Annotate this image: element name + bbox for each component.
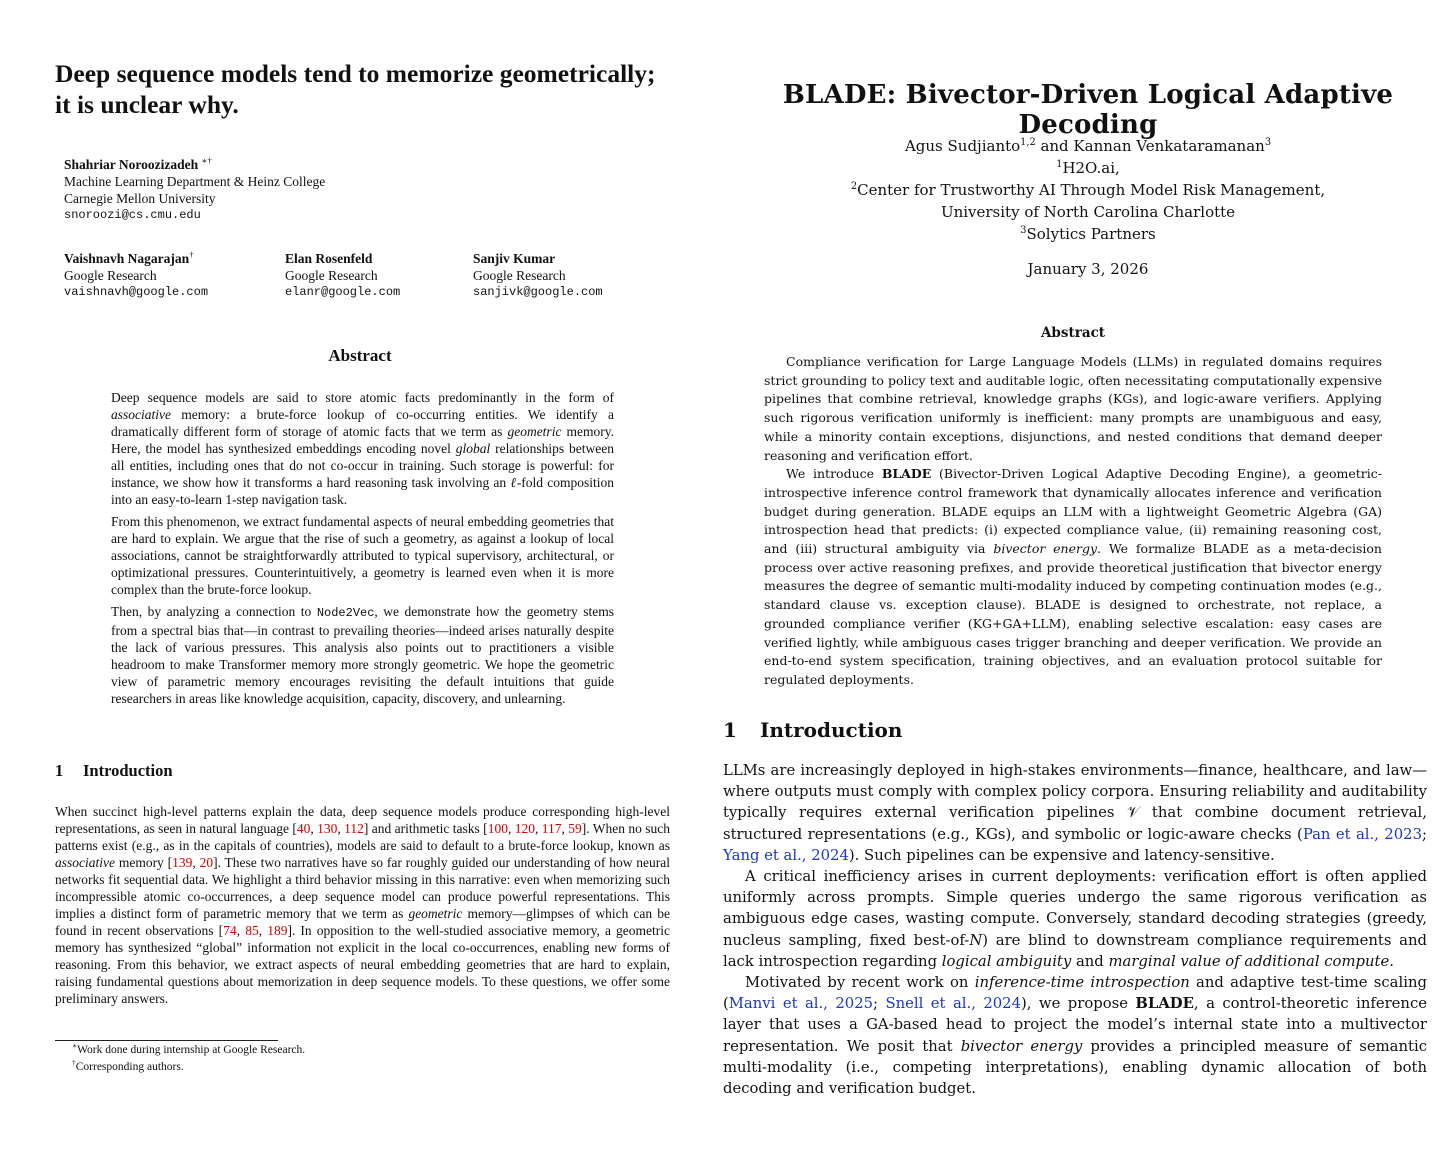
- citation-link[interactable]: 120: [514, 821, 535, 836]
- abstract-paragraph: Deep sequence models are said to store atomic facts predominantly in the form of associative memory: a brute-force lookup of co-occurring entities. We identify a dramatically different form of storage of atomic facts that we term as geometric memory. Here, the model has synthesized embeddings encoding novel global relationships between all entities, including ones that do not co-occur in training. Such storage is powerful: for instance, we show how it transforms a hard reasoning task involving an ℓ-fold composition into an easy-to-learn 1-step navigation task.: [111, 390, 614, 507]
- left-paper-title: [55, 58, 705, 120]
- citation-link[interactable]: 139: [172, 855, 193, 870]
- section-heading: 1 Introduction: [723, 718, 903, 742]
- citation-link[interactable]: 130: [317, 821, 338, 836]
- author-affiliation: Carnegie Mellon University: [64, 191, 216, 206]
- intro-paragraph: Motivated by recent work on inference-time introspection and adaptive test-time scaling (Manvi et al., 2025; Snell et al., 2024), we propose BLADE, a control-theoretic inference layer that uses a GA-based head to project the model’s internal state into a multivector representation. We posit that bivector energy provides a principled measure of semantic multi-modality (i.e., competing interpretations), enabling dynamic allocation of both decoding and verification budget.: [723, 974, 1428, 1098]
- author-name: Elan Rosenfeld: [285, 251, 373, 266]
- footnote: †Corresponding authors.: [72, 1058, 184, 1073]
- abstract-heading: Abstract: [1040, 325, 1106, 341]
- first-author-block: [64, 156, 325, 224]
- author-marks: †: [189, 249, 194, 260]
- paper-date: January 3, 2026: [1027, 260, 1149, 278]
- citation-link[interactable]: 59: [568, 821, 582, 836]
- citation-link[interactable]: Pan et al., 2023: [1302, 825, 1422, 843]
- author-affiliation: Google Research: [285, 268, 378, 283]
- abstract-paragraph: From this phenomenon, we extract fundamental aspects of neural embedding geometries that are hard to explain. We argue that the rise of such a geometry, as against a lookup of local associations, cannot be straightforwardly attributed to typical supervisory, architectural, or optimizational pressures. Counterintuitively, a geometry is learned even when it is more complex than the brute-force lookup.: [111, 514, 614, 597]
- left-paper-page: [0, 0, 720, 1165]
- intro-paragraph: A critical inefficiency arises in current deployments: verification effort is often applied uniformly across prompts. Simple queries undergo the same rigorous verification as ambiguous edge cases, wasting compute. Conversely, standard decoding strategies (greedy, nucleus sampling, fixed best-of-N) are blind to downstream compliance requirements and lack introspection regarding logical ambiguity and marginal value of additional compute.: [723, 868, 1428, 970]
- author-email: vaishnavh@google.com: [64, 285, 209, 299]
- coauthor-block: [64, 250, 208, 301]
- author-marks: ∗†: [201, 155, 212, 166]
- right-paper-page: [720, 0, 1456, 1165]
- intro-paragraph: When succinct high-level patterns explain the data, deep sequence models produce corresponding high-level representations, as seen in natural language [40, 130, 112] and arithmetic tasks [100, 120, 117, 59]. When no such patterns exist (e.g., as in the capitals of countries), models are said to default to a brute-force lookup, known as associative memory [139, 20]. These two narratives have so far roughly guided our understanding of how neural networks fit sequential data. We highlight a third behavior missing in this narrative: even when memorizing such incompressible atomic co-occurrences, a deep sequence model can produce powerful representations. This implies a distinct form of parametric memory that we term as geometric memory—glimpses of which can be found in recent observations [74, 85, 189]. In opposition to the well-studied associative memory, a geometric memory has synthesized “global” information not explicit in the local co-occurrences, enabling new forms of reasoning. From this behavior, we extract aspects of neural embedding geometries that are hard to explain, raising fundamental questions about memorization in deep sequence models. To these questions, we offer some preliminary answers.: [55, 804, 671, 1006]
- title-line: Deep sequence models tend to memorize geometrically;: [55, 59, 656, 88]
- coauthor-block: [473, 250, 603, 301]
- footnote: ∗Work done during internship at Google Research.: [72, 1041, 306, 1056]
- citation-link[interactable]: 100: [487, 821, 508, 836]
- author-affiliation: Google Research: [64, 268, 157, 283]
- affiliation-line: $^2$Center for Trustworthy AI Through Model Risk Management,: [850, 181, 1326, 199]
- author-email: snoroozi@cs.cmu.edu: [64, 208, 201, 222]
- citation-link[interactable]: 85: [245, 923, 259, 938]
- abstract-paragraph: Then, by analyzing a connection to Node2Vec, we demonstrate how the geometry stems from a spectral bias that—in contrast to prevailing theories—indeed arises naturally despite the lack of various pressures. This analysis also points out to practitioners a visible headroom to make Transformer memory more strongly geometric. We hope the geometric view of parametric memory encourages revisiting the default intuitions that guide researchers in areas like knowledge acquisition, capacity, discovery, and unlearning.: [111, 604, 614, 706]
- abstract-paragraph: Compliance verification for Large Language Models (LLMs) in regulated domains requires strict grounding to policy text and auditable logic, often necessitating computationally expensive pipelines that combine retrieval, knowledge graphs (KGs), and logic-aware verifiers. Applying such rigorous verification uniformly is inefficient: many prompts are unambiguous and easy, while a minority contain exceptions, disjunctions, and nested conditions that demand deeper reasoning and verification effort.: [764, 354, 1382, 463]
- citation-link[interactable]: 117: [541, 821, 562, 836]
- author-affiliation: Machine Learning Department & Heinz College: [64, 174, 326, 189]
- introduction-body: [55, 803, 670, 1007]
- intro-paragraph: LLMs are increasingly deployed in high-stakes environments—finance, healthcare, and law—where outputs must comply with complex policy corpora. Ensuring reliability and auditability typically requires external verification pipelines 𝒱 that combine document retrieval, structured representations (e.g., KGs), and symbolic or logic-aware checks (Pan et al., 2023; Yang et al., 2024). Such pipelines can be expensive and latency-sensitive.: [723, 762, 1427, 864]
- coauthor-block: [285, 250, 400, 301]
- abstract-body: [111, 389, 614, 712]
- author-email: sanjivk@google.com: [473, 285, 603, 299]
- citation-link[interactable]: 112: [344, 821, 364, 836]
- citation-link[interactable]: Snell et al., 2024: [885, 995, 1021, 1013]
- citation-link[interactable]: 40: [296, 821, 311, 836]
- citation-link[interactable]: 74: [223, 923, 237, 938]
- introduction-body: [723, 760, 1427, 1099]
- citation-link[interactable]: 20: [199, 855, 214, 870]
- author-email: elanr@google.com: [285, 285, 401, 299]
- abstract-heading: Abstract: [328, 346, 392, 365]
- affiliation-line: $^1$H2O.ai,: [1056, 159, 1120, 177]
- author-affiliation: Google Research: [473, 268, 566, 283]
- citation-link[interactable]: 189: [267, 923, 288, 938]
- abstract-paragraph: We introduce BLADE (Bivector-Driven Logical Adaptive Decoding Engine), a geometric-introspective inference control framework that dynamically allocates inference and verification budget during generation. BLADE equips an LLM with a lightweight Geometric Algebra (GA) introspection head that predicts: (i) expected compliance value, (ii) remaining reasoning cost, and (iii) structural ambiguity via bivector energy. We formalize BLADE as a meta-decision process over active reasoning prefixes, and provide theoretical justification that bivector energy measures the degree of semantic multi-modality induced by competing continuation modes (e.g., standard clause vs. exception clause). BLADE is designed to orchestrate, not replace, a grounded compliance verifier (KG+GA+LLM), enabling selective escalation: easy cases are verified lightly, while ambiguous cases trigger branching and deeper verification. We provide an end-to-end system specification, training objectives, and an evaluation protocol suitable for regulated deployments.: [764, 466, 1382, 687]
- affiliation-line: $^3$Solytics Partners: [1020, 225, 1156, 243]
- footnote-divider: [55, 1040, 278, 1041]
- author-name: Sanjiv Kumar: [473, 251, 556, 266]
- abstract-body: [764, 353, 1382, 690]
- title-line: it is unclear why.: [55, 90, 239, 119]
- section-heading: 1 Introduction: [55, 761, 173, 780]
- authors-line: Agus Sudjianto$^{1,2}$ and Kannan Venkataramanan$^3$: [904, 137, 1272, 155]
- right-paper-title: BLADE: Bivector-Driven Logical Adaptive Decoding: [782, 80, 1394, 140]
- affiliation-line: University of North Carolina Charlotte: [940, 203, 1236, 221]
- citation-link[interactable]: Manvi et al., 2025: [728, 995, 874, 1013]
- author-name: Shahriar Noroozizadeh: [64, 157, 199, 172]
- author-name: Vaishnavh Nagarajan: [64, 251, 190, 266]
- citation-link[interactable]: Yang et al., 2024: [723, 846, 849, 864]
